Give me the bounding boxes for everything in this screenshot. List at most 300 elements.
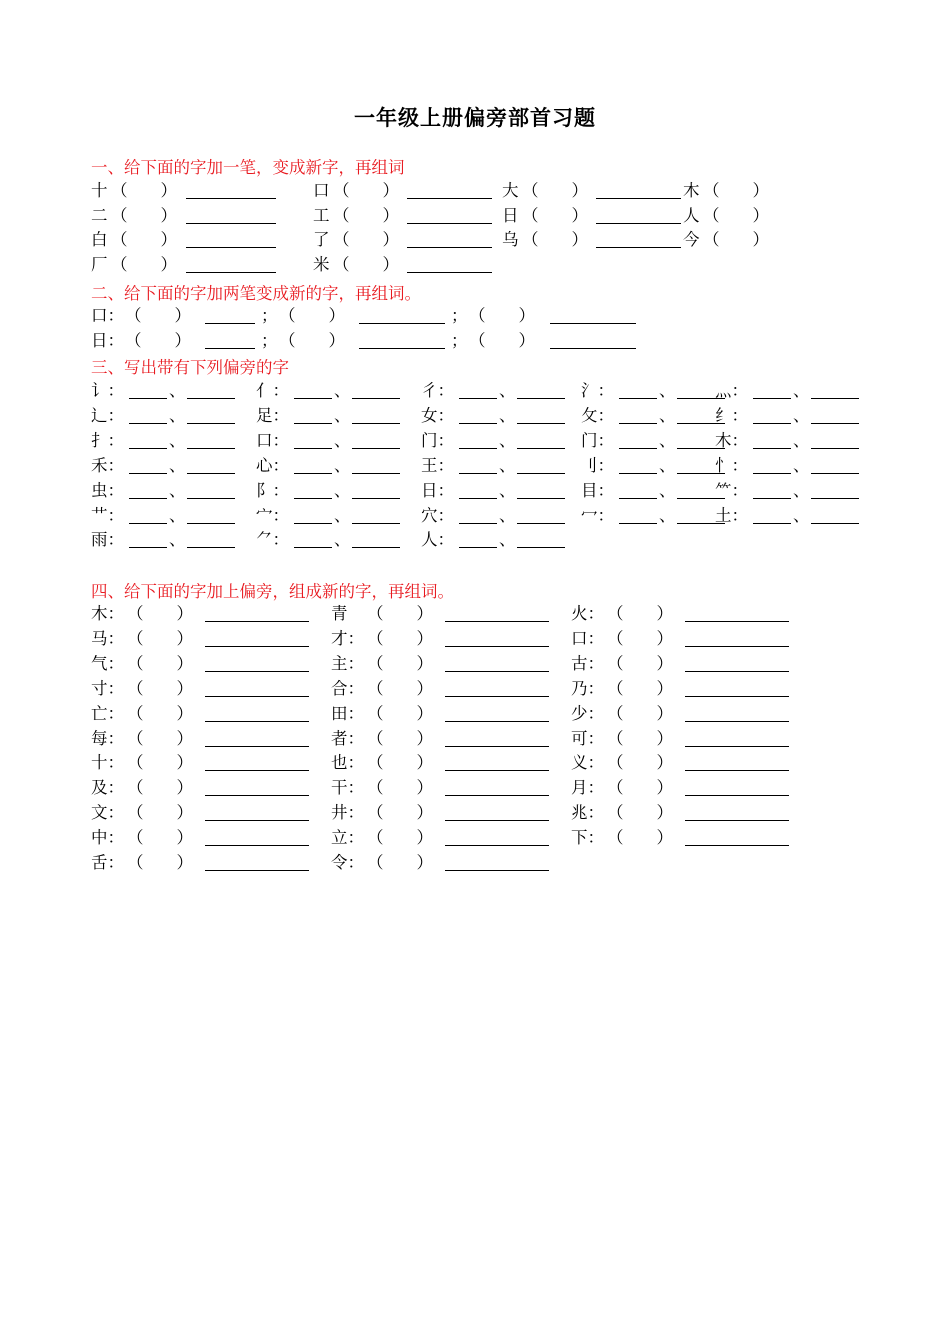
exercise-row	[91, 602, 871, 626]
prompt-char: 今	[683, 230, 700, 250]
answer-parens[interactable]: （ ）	[125, 331, 191, 350]
answer-blank[interactable]	[459, 473, 497, 474]
exercise-row	[91, 304, 871, 328]
prompt-char: 气：	[91, 653, 124, 673]
answer-blank[interactable]	[685, 671, 789, 672]
answer-parens[interactable]: （ ）	[279, 331, 345, 350]
prompt-char: 十：	[91, 753, 124, 773]
answer-blank[interactable]	[445, 845, 549, 846]
answer-blank[interactable]	[294, 398, 332, 399]
comma-separator: 、	[169, 530, 186, 550]
exercise-row	[91, 528, 871, 552]
answer-parens[interactable]: （ ）	[127, 678, 193, 698]
answer-blank[interactable]	[205, 671, 309, 672]
answer-parens[interactable]: （ ）	[333, 230, 399, 250]
prompt-char: 人	[683, 205, 700, 225]
answer-parens[interactable]: （ ）	[127, 853, 193, 872]
comma-separator: 、	[793, 381, 810, 400]
answer-blank[interactable]	[753, 473, 791, 474]
answer-blank[interactable]	[753, 498, 791, 499]
answer-parens[interactable]: （ ）	[607, 753, 673, 773]
semicolon-separator: ；	[451, 331, 468, 350]
prompt-char: 辶：	[91, 405, 124, 425]
answer-blank[interactable]	[205, 770, 309, 771]
comma-separator: 、	[793, 430, 810, 450]
prompt-char: 中：	[91, 828, 124, 848]
prompt-char: 合：	[331, 678, 364, 698]
comma-separator: 、	[659, 405, 676, 425]
answer-blank[interactable]	[352, 523, 400, 524]
prompt-char: 木	[683, 181, 700, 200]
answer-blank[interactable]	[619, 423, 657, 424]
exercise-row	[91, 329, 871, 353]
answer-blank[interactable]	[685, 621, 789, 622]
prompt-char: 王：	[421, 455, 454, 475]
answer-blank[interactable]	[596, 223, 681, 224]
prompt-char: 宀：	[256, 505, 289, 525]
answer-blank[interactable]	[129, 423, 167, 424]
semicolon-separator: ；	[451, 306, 468, 325]
prompt-char: 可：	[571, 728, 604, 748]
answer-parens[interactable]: （ ）	[607, 703, 673, 723]
answer-blank[interactable]	[445, 671, 549, 672]
answer-parens[interactable]: （ ）	[127, 753, 193, 773]
page-title: 一年级上册偏旁部首习题	[354, 106, 596, 130]
answer-blank[interactable]	[187, 448, 235, 449]
answer-parens[interactable]: （ ）	[333, 255, 399, 275]
answer-blank[interactable]	[205, 721, 309, 722]
prompt-char: 目：	[581, 480, 614, 500]
prompt-char: 白	[91, 230, 108, 250]
exercise-row	[91, 253, 871, 277]
exercise-row	[91, 454, 871, 478]
answer-parens[interactable]: （ ）	[607, 778, 673, 798]
answer-parens[interactable]: （ ）	[607, 678, 673, 698]
answer-parens[interactable]: （ ）	[522, 230, 588, 250]
exercise-row	[91, 179, 871, 203]
prompt-char: 阝：	[256, 480, 289, 500]
prompt-char: 米	[313, 255, 330, 275]
answer-blank[interactable]	[753, 398, 791, 399]
answer-parens[interactable]: （ ）	[367, 653, 433, 673]
answer-blank[interactable]	[294, 523, 332, 524]
prompt-char: 虫：	[91, 480, 124, 500]
prompt-char: 了	[313, 230, 330, 250]
comma-separator: 、	[499, 505, 516, 525]
prompt-char: 日：	[91, 331, 124, 350]
exercise-row	[91, 727, 871, 751]
section-heading: 二、给下面的字加两笔变成新的字，再组词。	[91, 284, 421, 303]
prompt-char: 讠：	[91, 381, 124, 400]
comma-separator: 、	[659, 505, 676, 525]
answer-blank[interactable]	[445, 746, 549, 747]
prompt-char: 才：	[331, 628, 364, 648]
answer-blank[interactable]	[811, 473, 859, 474]
comma-separator: 、	[499, 405, 516, 425]
answer-blank[interactable]	[753, 523, 791, 524]
answer-blank[interactable]	[129, 473, 167, 474]
answer-blank[interactable]	[186, 247, 276, 248]
prompt-char: 青	[331, 604, 348, 623]
answer-blank[interactable]	[407, 272, 492, 273]
answer-parens[interactable]: （ ）	[367, 753, 433, 773]
comma-separator: 、	[793, 455, 810, 475]
answer-parens[interactable]: （ ）	[367, 703, 433, 723]
answer-blank[interactable]	[459, 498, 497, 499]
answer-blank[interactable]	[445, 646, 549, 647]
answer-blank[interactable]	[459, 448, 497, 449]
section-heading: 三、写出带有下列偏旁的字	[91, 358, 289, 377]
prompt-char: 女：	[421, 405, 454, 425]
comma-separator: 、	[334, 455, 351, 475]
answer-blank[interactable]	[459, 398, 497, 399]
answer-parens[interactable]: （ ）	[607, 728, 673, 748]
answer-blank[interactable]	[517, 547, 565, 548]
answer-blank[interactable]	[294, 473, 332, 474]
answer-blank[interactable]	[445, 770, 549, 771]
prompt-char: 每：	[91, 728, 124, 748]
answer-parens[interactable]: （ ）	[469, 331, 535, 350]
answer-parens[interactable]: （ ）	[333, 181, 399, 200]
answer-blank[interactable]	[294, 547, 332, 548]
prompt-char: 乌	[502, 230, 519, 250]
answer-blank[interactable]	[685, 820, 789, 821]
answer-blank[interactable]	[445, 721, 549, 722]
answer-blank[interactable]	[129, 498, 167, 499]
semicolon-separator: ；	[261, 306, 278, 325]
exercise-row	[91, 479, 871, 503]
answer-parens[interactable]: （ ）	[127, 628, 193, 648]
answer-parens[interactable]: （ ）	[367, 728, 433, 748]
exercise-row	[91, 751, 871, 775]
answer-parens[interactable]: （ ）	[111, 181, 177, 200]
comma-separator: 、	[169, 455, 186, 475]
answer-parens[interactable]: （ ）	[522, 181, 588, 200]
answer-blank[interactable]	[205, 795, 309, 796]
prompt-char: 禾：	[91, 455, 124, 475]
answer-blank[interactable]	[811, 498, 859, 499]
prompt-char: 彳：	[421, 381, 454, 400]
prompt-char: 大	[502, 181, 519, 200]
answer-parens[interactable]: （ ）	[607, 604, 673, 623]
comma-separator: 、	[169, 381, 186, 400]
answer-parens[interactable]: （ ）	[127, 778, 193, 798]
exercise-row	[91, 504, 871, 528]
exercise-row	[91, 429, 871, 453]
answer-blank[interactable]	[352, 448, 400, 449]
answer-blank[interactable]	[596, 247, 681, 248]
exercise-row	[91, 404, 871, 428]
answer-blank[interactable]	[459, 523, 497, 524]
comma-separator: 、	[499, 480, 516, 500]
answer-parens[interactable]: （ ）	[367, 853, 433, 872]
prompt-char: 义：	[571, 753, 604, 773]
answer-parens[interactable]: （ ）	[367, 678, 433, 698]
prompt-char: 亡：	[91, 703, 124, 723]
answer-blank[interactable]	[186, 223, 276, 224]
prompt-char: 口：	[571, 628, 604, 648]
prompt-char: 心：	[256, 455, 289, 475]
answer-parens[interactable]: （ ）	[703, 181, 769, 200]
answer-blank[interactable]	[753, 448, 791, 449]
prompt-char: 木：	[91, 604, 124, 623]
answer-parens[interactable]: （ ）	[703, 230, 769, 250]
prompt-char: 土：	[715, 505, 748, 525]
answer-blank[interactable]	[619, 523, 657, 524]
prompt-char: 日：	[421, 480, 454, 500]
answer-blank[interactable]	[352, 398, 400, 399]
prompt-char: 忄：	[715, 455, 748, 475]
comma-separator: 、	[793, 505, 810, 525]
answer-blank[interactable]	[459, 547, 497, 548]
comma-separator: 、	[334, 381, 351, 400]
prompt-char: 门：	[581, 430, 614, 450]
answer-parens[interactable]: （ ）	[607, 828, 673, 848]
exercise-row	[91, 627, 871, 651]
answer-blank[interactable]	[517, 423, 565, 424]
exercise-row	[91, 228, 871, 252]
answer-blank[interactable]	[445, 621, 549, 622]
answer-blank[interactable]	[187, 423, 235, 424]
answer-blank[interactable]	[685, 746, 789, 747]
answer-blank[interactable]	[407, 223, 492, 224]
comma-separator: 、	[169, 505, 186, 525]
comma-separator: 、	[334, 530, 351, 550]
answer-blank[interactable]	[517, 498, 565, 499]
comma-separator: 、	[793, 480, 810, 500]
answer-parens[interactable]: （ ）	[607, 628, 673, 648]
exercise-row	[91, 801, 871, 825]
answer-parens[interactable]: （ ）	[127, 604, 193, 623]
answer-parens[interactable]: （ ）	[607, 803, 673, 823]
prompt-char: 月：	[571, 778, 604, 798]
comma-separator: 、	[169, 480, 186, 500]
prompt-char: 口	[313, 181, 330, 200]
answer-blank[interactable]	[205, 746, 309, 747]
prompt-char: 文：	[91, 803, 124, 823]
answer-parens[interactable]: （ ）	[367, 604, 433, 623]
answer-blank[interactable]	[445, 696, 549, 697]
comma-separator: 、	[499, 455, 516, 475]
answer-blank[interactable]	[205, 646, 309, 647]
prompt-char: 门：	[421, 430, 454, 450]
prompt-char: 乃：	[571, 678, 604, 698]
answer-parens[interactable]: （ ）	[127, 803, 193, 823]
prompt-char: 口：	[91, 306, 124, 325]
answer-blank[interactable]	[129, 448, 167, 449]
answer-parens[interactable]: （ ）	[125, 306, 191, 325]
answer-blank[interactable]	[352, 473, 400, 474]
answer-blank[interactable]	[205, 845, 309, 846]
answer-blank[interactable]	[359, 323, 445, 324]
answer-blank[interactable]	[294, 498, 332, 499]
comma-separator: 、	[169, 405, 186, 425]
answer-blank[interactable]	[187, 398, 235, 399]
answer-blank[interactable]	[619, 473, 657, 474]
answer-blank[interactable]	[359, 348, 445, 349]
exercise-row	[91, 677, 871, 701]
answer-parens[interactable]: （ ）	[367, 828, 433, 848]
answer-blank[interactable]	[205, 820, 309, 821]
answer-blank[interactable]	[294, 423, 332, 424]
prompt-char: 艹：	[91, 505, 124, 525]
prompt-char: 亻：	[256, 381, 289, 400]
prompt-char: 也：	[331, 753, 364, 773]
answer-parens[interactable]: （ ）	[367, 803, 433, 823]
answer-parens[interactable]: （ ）	[127, 728, 193, 748]
answer-parens[interactable]: （ ）	[703, 205, 769, 225]
prompt-char: 木：	[715, 430, 748, 450]
answer-blank[interactable]	[205, 348, 255, 349]
answer-blank[interactable]	[811, 398, 859, 399]
prompt-char: 冖：	[581, 505, 614, 525]
answer-blank[interactable]	[517, 398, 565, 399]
answer-parens[interactable]: （ ）	[333, 205, 399, 225]
prompt-char: 日	[502, 205, 519, 225]
prompt-char: 马：	[91, 628, 124, 648]
prompt-char: 立：	[331, 828, 364, 848]
prompt-char: 井：	[331, 803, 364, 823]
answer-blank[interactable]	[685, 646, 789, 647]
answer-blank[interactable]	[619, 448, 657, 449]
answer-blank[interactable]	[685, 770, 789, 771]
exercise-row	[91, 379, 871, 403]
answer-blank[interactable]	[445, 795, 549, 796]
comma-separator: 、	[334, 480, 351, 500]
answer-blank[interactable]	[407, 247, 492, 248]
prompt-char: 氵：	[581, 381, 614, 400]
answer-blank[interactable]	[445, 870, 549, 871]
prompt-char: 工	[313, 205, 330, 225]
answer-blank[interactable]	[685, 795, 789, 796]
answer-blank[interactable]	[352, 498, 400, 499]
answer-parens[interactable]: （ ）	[111, 205, 177, 225]
answer-parens[interactable]: （ ）	[607, 653, 673, 673]
answer-blank[interactable]	[187, 498, 235, 499]
answer-blank[interactable]	[685, 721, 789, 722]
answer-blank[interactable]	[129, 547, 167, 548]
prompt-char: 二	[91, 205, 108, 225]
answer-blank[interactable]	[407, 198, 492, 199]
comma-separator: 、	[334, 405, 351, 425]
prompt-char: 干：	[331, 778, 364, 798]
answer-parens[interactable]: （ ）	[127, 703, 193, 723]
answer-blank[interactable]	[550, 323, 636, 324]
answer-parens[interactable]: （ ）	[111, 230, 177, 250]
answer-parens[interactable]: （ ）	[127, 653, 193, 673]
prompt-char: 兆：	[571, 803, 604, 823]
semicolon-separator: ；	[261, 331, 278, 350]
answer-blank[interactable]	[459, 423, 497, 424]
comma-separator: 、	[499, 381, 516, 400]
answer-blank[interactable]	[129, 398, 167, 399]
answer-parens[interactable]: （ ）	[367, 778, 433, 798]
answer-blank[interactable]	[205, 621, 309, 622]
answer-parens[interactable]: （ ）	[127, 828, 193, 848]
prompt-char: 厂	[91, 255, 108, 275]
answer-blank[interactable]	[129, 523, 167, 524]
prompt-char: ⺮：	[715, 480, 748, 500]
answer-blank[interactable]	[205, 696, 309, 697]
answer-parens[interactable]: （ ）	[469, 306, 535, 325]
prompt-char: 攵：	[581, 405, 614, 425]
answer-blank[interactable]	[294, 448, 332, 449]
comma-separator: 、	[334, 505, 351, 525]
prompt-char: 舌：	[91, 853, 124, 872]
comma-separator: 、	[499, 430, 516, 450]
answer-parens[interactable]: （ ）	[279, 306, 345, 325]
answer-blank[interactable]	[186, 198, 276, 199]
answer-blank[interactable]	[811, 523, 859, 524]
answer-parens[interactable]: （ ）	[367, 628, 433, 648]
comma-separator: 、	[659, 430, 676, 450]
prompt-char: ⺈：	[256, 530, 289, 550]
prompt-char: 主：	[331, 653, 364, 673]
prompt-char: 刂：	[581, 455, 614, 475]
comma-separator: 、	[169, 430, 186, 450]
answer-blank[interactable]	[596, 198, 681, 199]
answer-blank[interactable]	[811, 448, 859, 449]
comma-separator: 、	[659, 381, 676, 400]
answer-blank[interactable]	[205, 870, 309, 871]
prompt-char: 灬：	[715, 381, 748, 400]
answer-blank[interactable]	[445, 820, 549, 821]
answer-blank[interactable]	[619, 498, 657, 499]
section-heading: 四、给下面的字加上偏旁，组成新的字，再组词。	[91, 582, 454, 601]
prompt-char: 扌：	[91, 430, 124, 450]
answer-blank[interactable]	[517, 523, 565, 524]
exercise-row	[91, 702, 871, 726]
prompt-char: 十	[91, 181, 108, 200]
answer-blank[interactable]	[619, 398, 657, 399]
prompt-char: 田：	[331, 703, 364, 723]
answer-blank[interactable]	[352, 547, 400, 548]
prompt-char: 雨：	[91, 530, 124, 550]
prompt-char: 纟：	[715, 405, 748, 425]
answer-blank[interactable]	[811, 423, 859, 424]
answer-blank[interactable]	[517, 473, 565, 474]
answer-blank[interactable]	[187, 547, 235, 548]
answer-blank[interactable]	[352, 423, 400, 424]
answer-blank[interactable]	[186, 272, 276, 273]
prompt-char: 寸：	[91, 678, 124, 698]
prompt-char: 及：	[91, 778, 124, 798]
answer-blank[interactable]	[517, 448, 565, 449]
section-heading: 一、给下面的字加一笔，变成新字，再组词	[91, 158, 405, 177]
answer-parens[interactable]: （ ）	[111, 255, 177, 275]
exercise-row	[91, 776, 871, 800]
comma-separator: 、	[499, 530, 516, 550]
exercise-row	[91, 826, 871, 850]
exercise-row	[91, 851, 871, 875]
prompt-char: 足：	[256, 405, 289, 425]
prompt-char: 者：	[331, 728, 364, 748]
answer-blank[interactable]	[550, 348, 636, 349]
prompt-char: 口：	[256, 430, 289, 450]
exercise-row	[91, 204, 871, 228]
answer-blank[interactable]	[205, 323, 255, 324]
prompt-char: 下：	[571, 828, 604, 848]
answer-blank[interactable]	[685, 845, 789, 846]
prompt-char: 人：	[421, 530, 454, 550]
answer-blank[interactable]	[187, 523, 235, 524]
answer-blank[interactable]	[753, 423, 791, 424]
answer-blank[interactable]	[187, 473, 235, 474]
comma-separator: 、	[659, 480, 676, 500]
answer-parens[interactable]: （ ）	[522, 205, 588, 225]
answer-blank[interactable]	[685, 696, 789, 697]
prompt-char: 火：	[571, 604, 604, 623]
